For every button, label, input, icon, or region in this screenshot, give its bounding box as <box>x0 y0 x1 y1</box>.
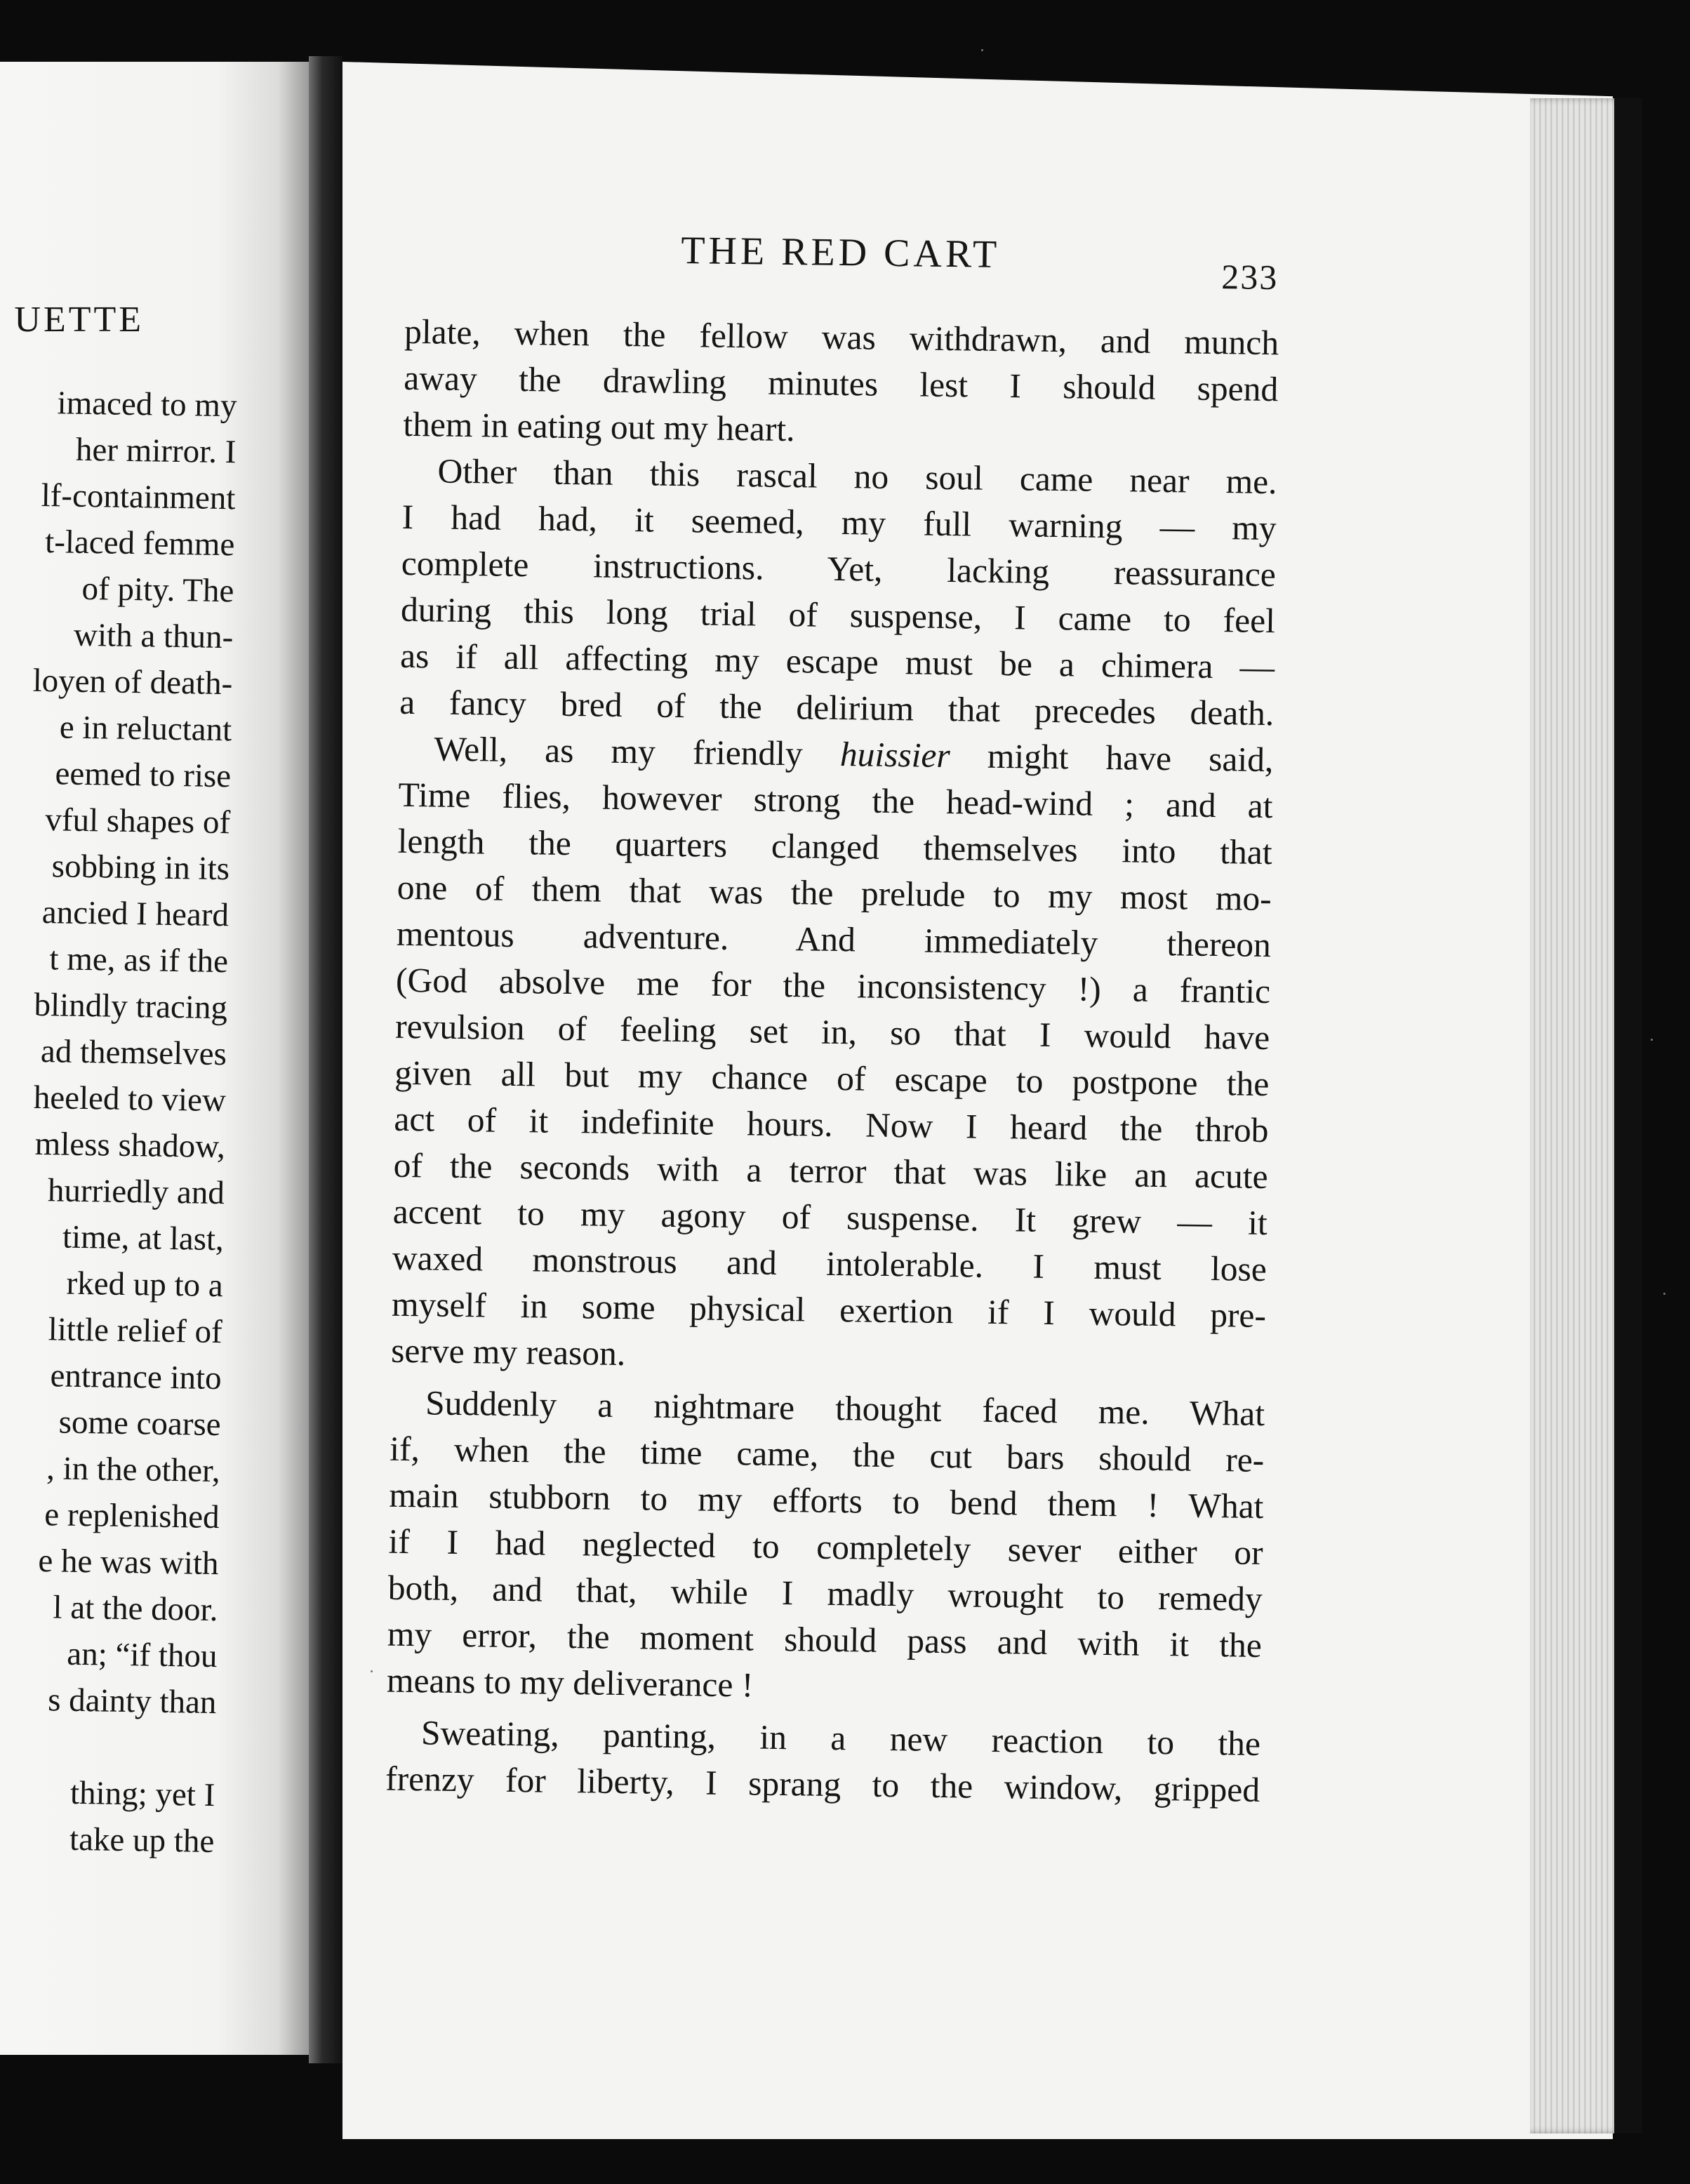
scan-speck <box>1651 1039 1653 1041</box>
text-line: if I had neglected to completely sever either or <box>388 1522 1263 1573</box>
italic-word: huissier <box>839 735 951 775</box>
text-line: an; “if thou <box>67 1635 218 1675</box>
text-line: one of them that was the prelude to my most mo- <box>397 867 1272 919</box>
text-line: a fancy bred of the delirium that precedes death. <box>399 682 1275 733</box>
text-line: lf-containment <box>41 477 236 517</box>
text-line: take up the <box>69 1820 215 1860</box>
paragraph-first-line: Sweating, panting, in a new reaction to the <box>420 1713 1261 1763</box>
text-line: means to my deliverance ! <box>386 1660 754 1705</box>
text-line: rked up to a <box>66 1265 224 1305</box>
text-line: frenzy for liberty, I sprang to the window, gripped <box>385 1759 1260 1809</box>
text-line: e he was with <box>38 1543 219 1583</box>
text-line: both, and that, while I madly wrought to remedy <box>387 1568 1263 1619</box>
text-line: heeled to view <box>33 1079 227 1119</box>
text-line: mentous adventure. And immediately thereon <box>396 914 1272 965</box>
scan-speck <box>981 49 983 51</box>
scan-speck <box>1663 1293 1665 1295</box>
text-line: my error, the moment should pass and with it the <box>387 1614 1263 1665</box>
text-line: accent to my agony of suspense. It grew — it <box>392 1192 1268 1243</box>
text-line: thing; yet I <box>69 1774 215 1814</box>
text-line: given all but my chance of escape to postpone the <box>394 1053 1270 1104</box>
text-line: ad themselves <box>40 1033 227 1073</box>
text-line: away the drawling minutes lest I should spend <box>403 358 1279 409</box>
text-line: length the quarters clanged themselves into that <box>397 821 1272 872</box>
text-line: e in reluctant <box>59 709 232 749</box>
text-line: with a thun- <box>73 616 234 656</box>
text-line: complete instructions. Yet, lacking reassurance <box>401 543 1277 594</box>
text-line: act of it indefinite hours. Now I heard the throb <box>394 1099 1269 1150</box>
text-line: ancied I heard <box>41 894 229 934</box>
text-line: some coarse <box>58 1404 222 1444</box>
running-head: THE RED CART <box>680 228 1001 277</box>
italic-word: loyen <box>32 662 107 700</box>
text-line: , in the other, <box>46 1450 221 1490</box>
text-line: I had had, it seemed, my full warning — my <box>401 497 1277 548</box>
text-line: time, at last, <box>62 1218 225 1258</box>
text-line: eemed to rise <box>55 755 232 795</box>
text-line: imaced to my <box>57 385 237 425</box>
text-line: during this long trial of suspense, I came to feel <box>400 590 1276 641</box>
text-line: little relief of <box>48 1311 223 1351</box>
text-line: waxed monstrous and intolerable. I must lose <box>392 1238 1268 1289</box>
text-line: loyen of death- <box>32 662 233 703</box>
paragraph-first-line: Other than this rascal no soul came near me. <box>437 451 1277 502</box>
italic-word: femme <box>142 525 235 564</box>
body-text <box>385 309 1279 1813</box>
text-line: revulsion of feeling set in, so that I would have <box>394 1006 1270 1058</box>
text-line: main stubborn to my efforts to bend them ! What <box>389 1475 1264 1526</box>
paragraph-first-line: Suddenly a nightmare thought faced me. What <box>425 1383 1265 1434</box>
text-line: mless shadow, <box>34 1125 226 1166</box>
text-line: s dainty than <box>47 1682 217 1722</box>
text-line: of pity. The <box>81 570 234 610</box>
left-running-head: UETTE <box>14 300 144 340</box>
scan-speck <box>371 1670 373 1672</box>
text-line: plate, when the fellow was withdrawn, and munch <box>404 312 1279 363</box>
text-line: e replenished <box>44 1496 220 1536</box>
page-number: 233 <box>1220 257 1279 298</box>
text-line: entrance into <box>50 1357 222 1397</box>
text-line: t-laced femme <box>44 524 235 564</box>
text-line: if, when the time came, the cut bars should re- <box>390 1429 1265 1480</box>
text-line: as if all affecting my escape must be a chimera — <box>399 636 1275 687</box>
text-line: serve my reason. <box>390 1331 626 1373</box>
text-line: Time flies, however strong the head-wind ; and at <box>398 775 1273 826</box>
text-line: blindly tracing <box>34 986 228 1027</box>
text-line: (God absolve me for the inconsistency !) a frantic <box>395 960 1271 1011</box>
text-line: hurriedly and <box>47 1172 225 1212</box>
text-line: l at the door. <box>53 1589 218 1629</box>
text-line: of the seconds with a terror that was like an acute <box>393 1145 1268 1197</box>
text-line: her mirror. I <box>75 431 237 471</box>
text-line: sobbing in its <box>51 848 230 888</box>
text-line: them in eating out my heart. <box>403 404 795 449</box>
text-line: t me, as if the <box>49 940 229 980</box>
paragraph-first-line: Well, as my friendly huissier might have said, <box>434 729 1274 780</box>
text-line: myself in some physical exertion if I would pre- <box>391 1284 1267 1336</box>
text-line: vful shapes of <box>45 801 231 841</box>
